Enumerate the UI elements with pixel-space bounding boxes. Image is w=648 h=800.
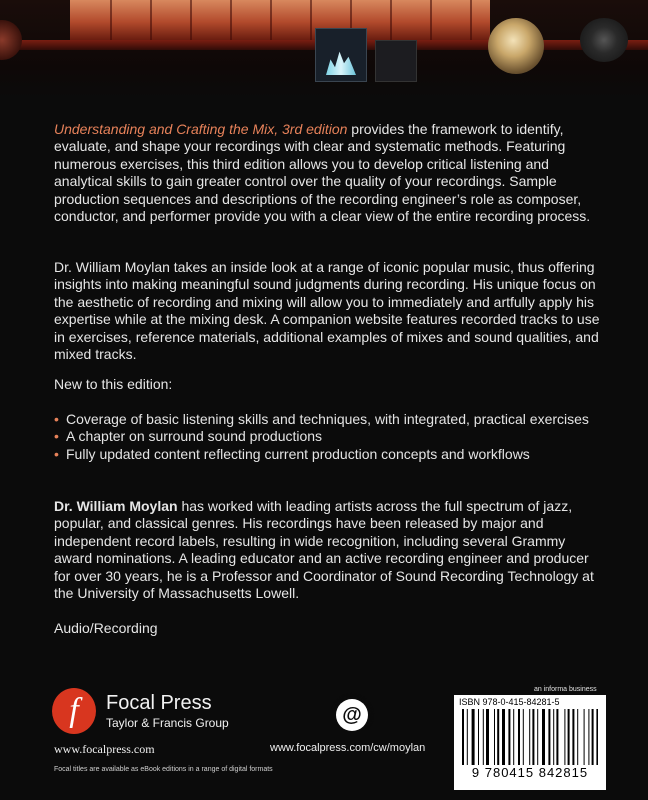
list-item-text: A chapter on surround sound productions <box>66 428 323 445</box>
barcode-stripe <box>588 709 589 765</box>
bullet-icon: • <box>54 445 59 462</box>
barcode-stripe <box>553 709 554 765</box>
author-name: Dr. William Moylan <box>54 498 178 514</box>
logo-letter: f <box>69 692 79 729</box>
barcode-stripe <box>478 709 479 765</box>
list-item-text: Fully updated content reflecting current production concepts and workflows <box>66 445 530 462</box>
barcode-number: 9 780415 842815 <box>471 765 589 780</box>
speaker-cone-2 <box>580 18 628 62</box>
barcode-stripe <box>508 709 510 765</box>
list-item <box>54 428 602 445</box>
barcode-stripe <box>568 709 570 765</box>
barcode-stripe <box>523 709 524 765</box>
speaker-edge <box>0 20 22 60</box>
new-features-list <box>54 411 602 463</box>
at-icon: @ <box>342 704 362 726</box>
barcode-stripe <box>537 709 538 765</box>
studio-photo <box>0 0 648 98</box>
publisher-group: Taylor & Francis Group <box>106 716 229 730</box>
barcode-bars <box>462 709 598 765</box>
barcode-stripe <box>596 709 598 765</box>
barcode-stripe <box>592 709 594 765</box>
barcode-stripe <box>462 709 464 765</box>
barcode-stripe <box>518 709 520 765</box>
barcode-stripe <box>577 709 578 765</box>
barcode-stripe <box>542 709 545 765</box>
barcode-stripe <box>486 709 489 765</box>
list-item-text: Coverage of basic listening skills and techniques, with integrated, practical exercises <box>66 411 589 427</box>
barcode-stripe <box>529 709 530 765</box>
barcode-stripe <box>584 709 585 765</box>
barcode-stripe <box>497 709 499 765</box>
list-item <box>54 411 602 428</box>
barcode-stripe <box>513 709 514 765</box>
bullet-icon: • <box>54 428 59 445</box>
studio-window <box>70 0 490 40</box>
companion-url[interactable]: www.focalpress.com/cw/moylan <box>270 742 426 754</box>
author-bio-paragraph <box>54 498 602 602</box>
category-label: Audio/Recording <box>54 620 158 636</box>
svg-text:COMPANION WEBSITE: COMPANION WEBSITE <box>330 692 375 731</box>
barcode-stripe <box>467 709 468 765</box>
speaker-cone <box>488 18 544 74</box>
intro-text: provides the framework to identify, evaluate, and shape your recordings with clear and systematic methods. Featuring numerous exercises, this third edition allows you to develop critical listening and analytical skills to gain greater control over the quality of your recordings. Sample production sequences and descriptions of the recording engineer’s role as composer, conductor, and performer provide you with a clear view of the entire recording process. <box>54 121 591 225</box>
barcode-stripe <box>472 709 475 765</box>
new-edition-heading: New to this edition: <box>54 376 173 392</box>
meter-screen <box>315 28 367 82</box>
barcode-stripe <box>564 709 565 765</box>
publisher-url[interactable]: www.focalpress.com <box>54 742 155 756</box>
ebook-note: Focal titles are available as eBook editions in a range of digital formats <box>54 766 273 773</box>
isbn-barcode <box>454 695 606 790</box>
barcode-stripe <box>502 709 505 765</box>
barcode-stripe <box>483 709 484 765</box>
isbn-label: ISBN 978-0-415-84281-5 <box>459 697 560 707</box>
book-title: Understanding and Crafting the Mix, 3rd edition <box>54 121 348 137</box>
barcode-stripe <box>548 709 550 765</box>
companion-website-badge <box>330 692 375 731</box>
bullet-icon: • <box>54 411 59 427</box>
publisher-name: Focal Press <box>106 692 212 714</box>
barcode-stripe <box>494 709 495 765</box>
author-bio: has worked with leading artists across the full spectrum of jazz, popular, and classical genres. His recordings have been released by major and independent record labels, resulting in wide recognition, including several Grammy award nominations. A leading educator and an active recording engineer and producer for over 30 years, he is a Professor and Coordinator of Sound Recording Technology at the University of Massachusetts Lowell. <box>54 498 594 602</box>
informa-label: an informa business <box>534 686 597 693</box>
meter-screen-2 <box>375 40 417 82</box>
barcode-stripe <box>556 709 558 765</box>
barcode-stripe <box>572 709 574 765</box>
focal-press-logo <box>52 688 96 734</box>
companion-ring-text <box>328 691 376 739</box>
barcode-stripe <box>532 709 534 765</box>
list-item <box>54 446 602 463</box>
intro-paragraph <box>54 121 602 225</box>
description-paragraph: Dr. William Moylan takes an inside look at a range of iconic popular music, thus offering insights into making meaningful sound judgments during recording. His unique focus on the aesthetic of recording and mixing will allow you to immediately and artfully apply his expertise while at the mixing desk. A companion website features recorded tracks to use in exercises, reference materials, additional examples of mixes and sound qualities, and mixed tracks. <box>54 259 600 363</box>
